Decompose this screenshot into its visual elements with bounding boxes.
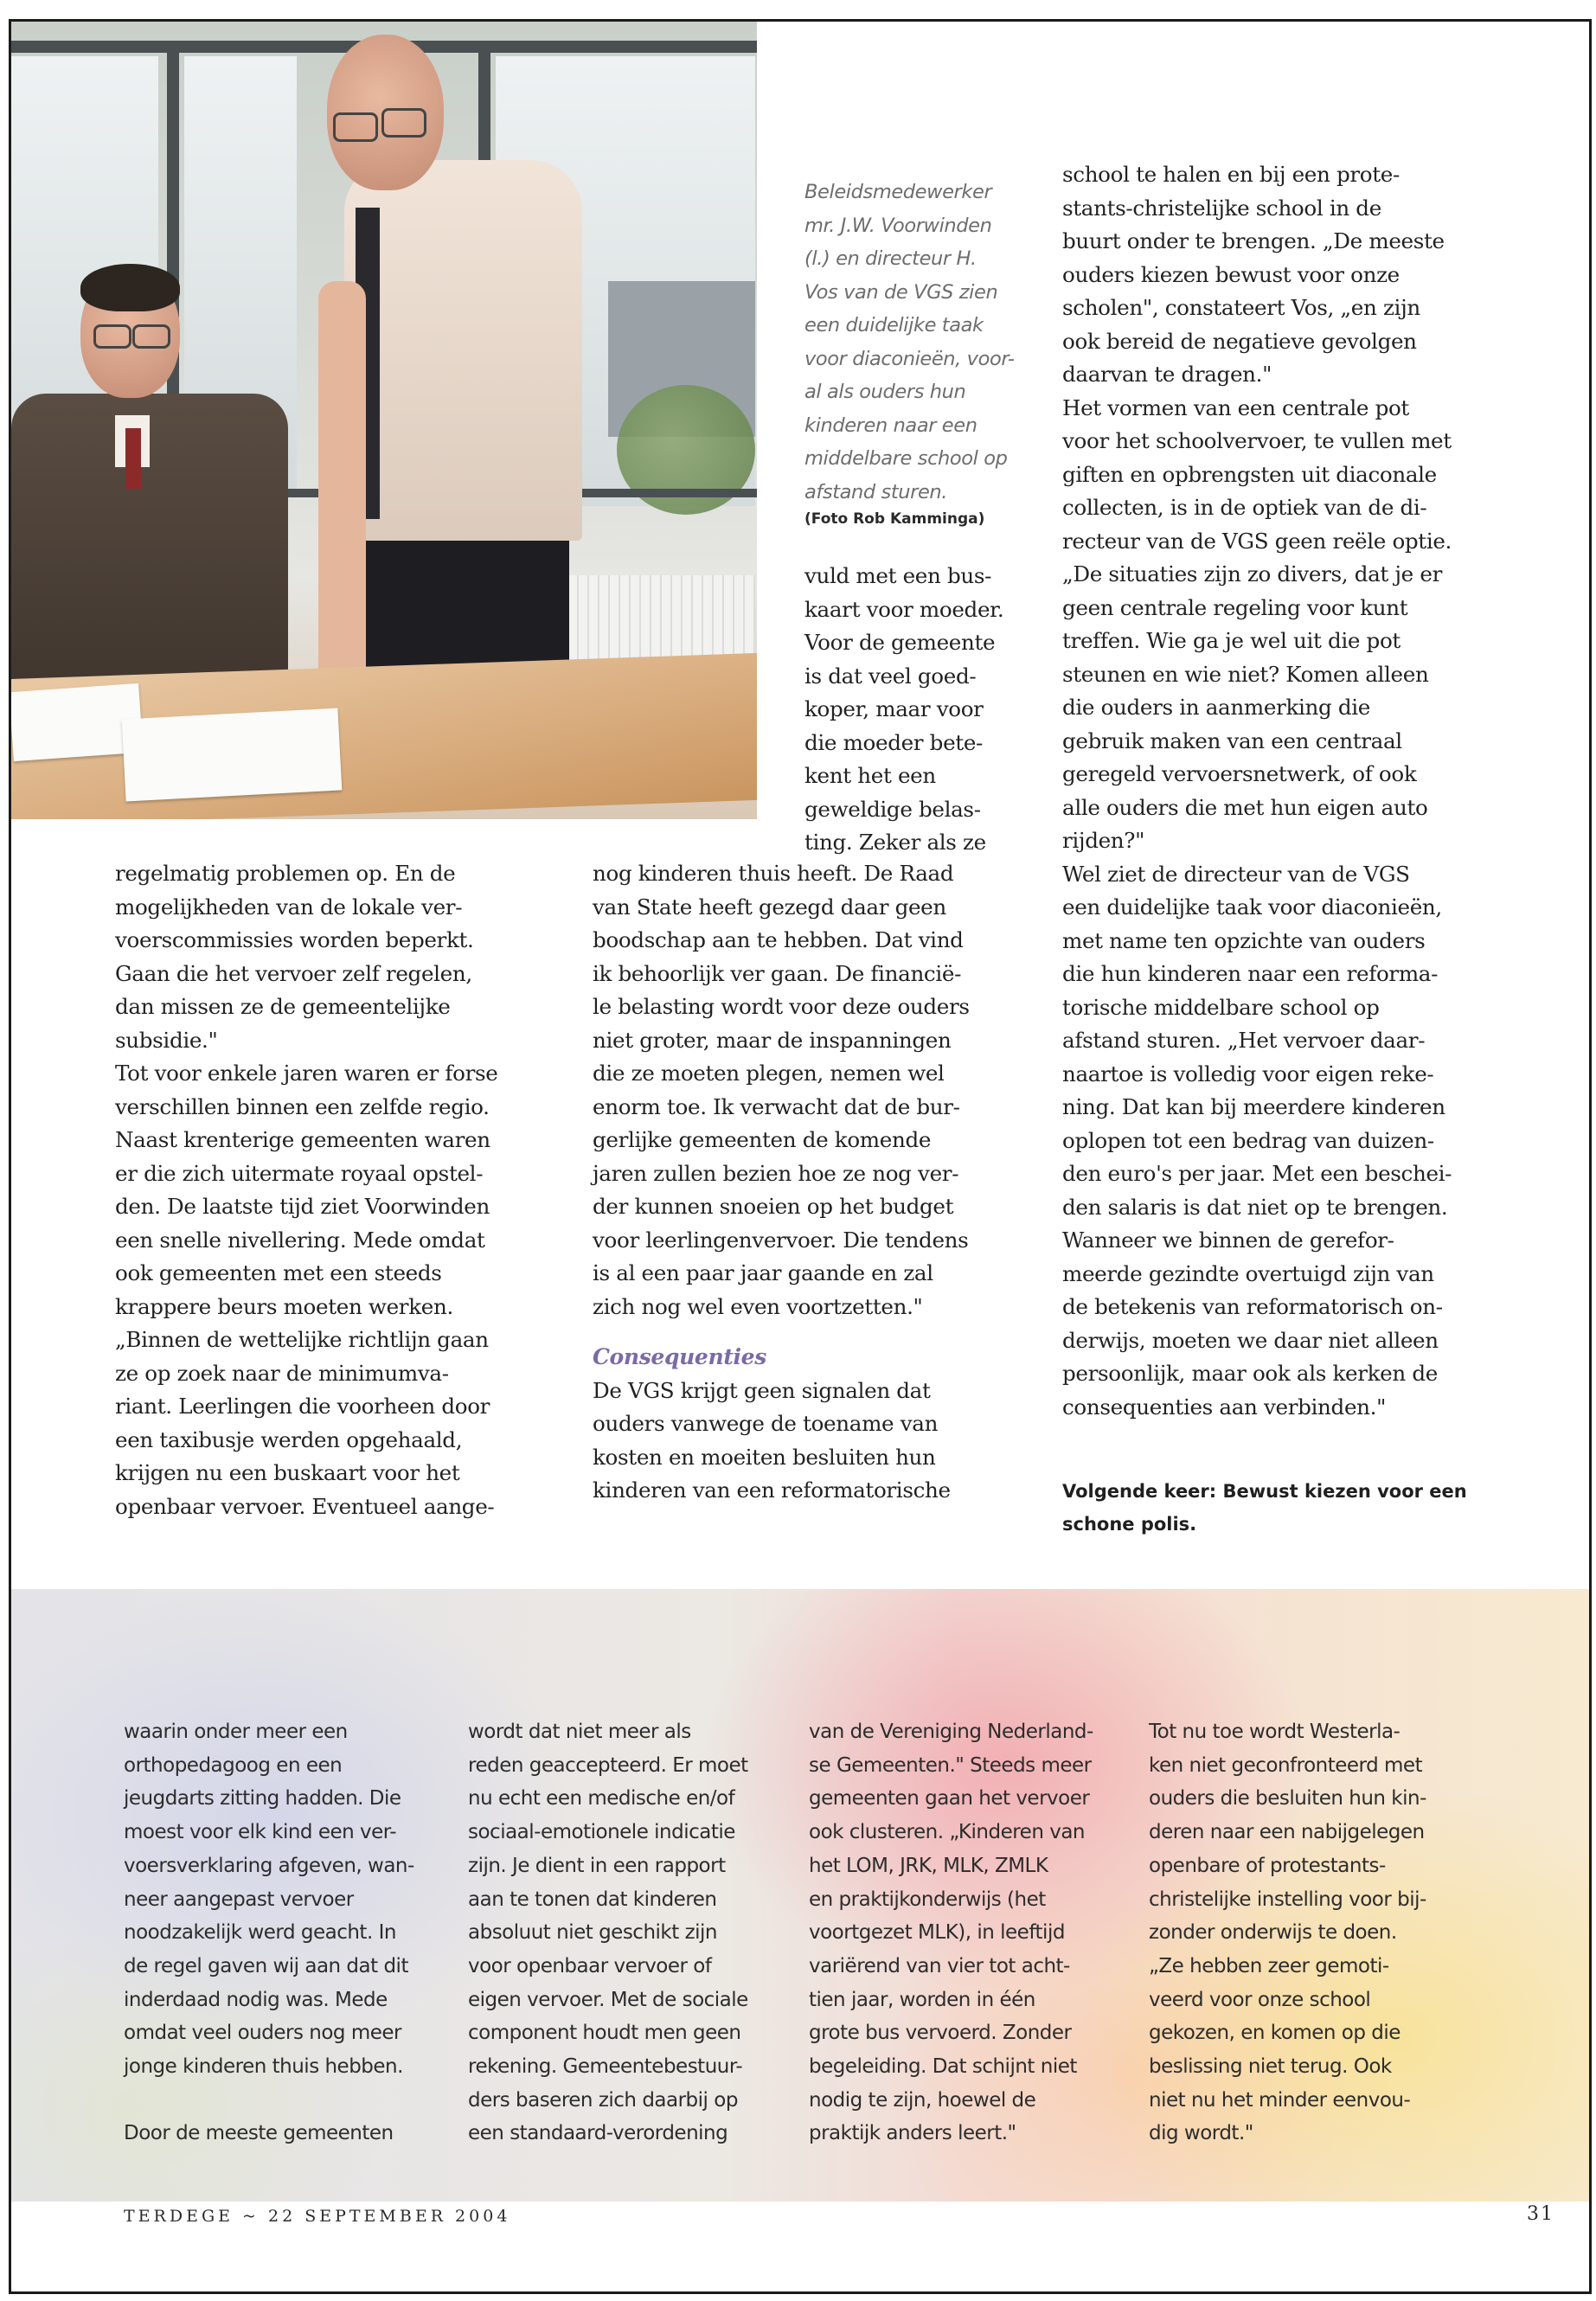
text-line: die hun kinderen naar een reforma- xyxy=(1062,961,1439,986)
text-line: „De situaties zijn zo divers, dat je er xyxy=(1062,561,1442,586)
text-line: praktijk anders leert." xyxy=(809,2122,1016,2145)
text-line: van de Vereniging Nederland- xyxy=(809,1721,1093,1743)
magazine-page xyxy=(9,19,1592,2294)
text-line: component houdt men geen xyxy=(468,2022,741,2045)
text-line: se Gemeenten." Steeds meer xyxy=(809,1753,1092,1777)
text-line: scholen", constateert Vos, „en zijn xyxy=(1062,295,1420,320)
text-line: die ouders in aanmerking die xyxy=(1062,695,1370,720)
text-line: een duidelijke taak voor diaconieën, xyxy=(1062,894,1442,920)
text-line: kosten en moeiten besluiten hun xyxy=(593,1444,936,1470)
text-line: inderdaad nodig was. Mede xyxy=(124,1988,388,2011)
text-line: Naast krenterige gemeenten waren xyxy=(115,1127,490,1152)
text-line: kent het een xyxy=(804,763,936,788)
text-line: begeleiding. Dat schijnt niet xyxy=(809,2055,1077,2079)
text-line: rekening. Gemeentebestuur- xyxy=(468,2055,743,2079)
text-line: ders baseren zich daarbij op xyxy=(468,2088,738,2112)
text-line: ouders kiezen bewust voor onze xyxy=(1062,261,1400,287)
text-line: dig wordt." xyxy=(1149,2122,1253,2145)
spacer xyxy=(124,2084,444,2118)
text-line: jonge kinderen thuis hebben. xyxy=(124,2055,403,2079)
text-line: Het vormen van een centrale pot xyxy=(1062,394,1409,420)
text-line: is al een paar jaar gaande en zal xyxy=(593,1260,933,1285)
text-line: de betekenis van reformatorisch on- xyxy=(1062,1294,1443,1319)
sidebar-band xyxy=(11,1589,1589,2202)
text-line: een snelle nivellering. Mede omdat xyxy=(115,1227,485,1253)
text-line: aan te tonen dat kinderen xyxy=(468,1888,717,1911)
text-line: consequenties aan verbinden." xyxy=(1062,1394,1387,1420)
text-line: Tot nu toe wordt Westerla- xyxy=(1149,1721,1401,1743)
text-line: „Ze hebben zeer gemoti- xyxy=(1149,1954,1389,1977)
caption-line: (l.) en directeur H. xyxy=(804,247,977,270)
text-line: jaren zullen bezien hoe ze nog ver- xyxy=(593,1160,959,1186)
text-line: ook bereid de negatieve gevolgen xyxy=(1062,328,1417,354)
footer-publication: TERDEGE ~ 22 SEPTEMBER 2004 xyxy=(124,2207,511,2226)
spacer xyxy=(593,1324,1034,1341)
text-line: neer aangepast vervoer xyxy=(124,1888,354,1911)
text-line: den salaris is dat niet op te brengen. xyxy=(1062,1194,1448,1220)
text-line: absoluut niet geschikt zijn xyxy=(468,1921,717,1945)
caption-line: een duidelijke taak xyxy=(804,314,984,336)
article-column-3 xyxy=(1062,158,1573,1424)
text-line: vuld met een bus- xyxy=(804,563,992,588)
text-line: subsidie." xyxy=(115,1027,218,1053)
text-line: tien jaar, worden in één xyxy=(809,1988,1035,2011)
caption-line: Vos van de VGS zien xyxy=(804,280,998,304)
text-line: orthopedagoog en een xyxy=(124,1753,343,1777)
text-line: deren naar een nabijgelegen xyxy=(1149,1821,1425,1844)
text-line: variërend van vier tot acht- xyxy=(809,1954,1070,1977)
text-line: derwijs, moeten we daar niet alleen xyxy=(1062,1327,1439,1353)
text-line: zijn. Je dient in een rapport xyxy=(468,1854,726,1877)
band-column-2 xyxy=(468,1715,788,2150)
text-line: geweldige belas- xyxy=(804,796,981,822)
text-line: der kunnen snoeien op het budget xyxy=(593,1194,954,1219)
text-line: van State heeft gezegd daar geen xyxy=(593,894,946,920)
text-line: zonder onderwijs te doen. xyxy=(1149,1921,1397,1945)
text-line: Gaan die het vervoer zelf regelen, xyxy=(115,960,472,986)
text-line: enorm toe. Ik verwacht dat de bur- xyxy=(593,1093,960,1119)
text-line: persoonlijk, maar ook als kerken de xyxy=(1062,1361,1438,1386)
caption-line: afstand sturen. xyxy=(804,480,948,503)
text-line: niet nu het minder eenvou- xyxy=(1149,2088,1411,2112)
text-line: veerd voor onze school xyxy=(1149,1988,1371,2011)
text-line: zich nog wel even voortzetten." xyxy=(593,1293,923,1319)
article-column-2 xyxy=(593,857,1034,1508)
text-line: noodzakelijk werd geacht. In xyxy=(124,1921,396,1945)
text-line: De VGS krijgt geen signalen dat xyxy=(593,1377,931,1403)
text-line: wordt dat niet meer als xyxy=(468,1721,691,1743)
photo-two-men-at-desk xyxy=(11,22,757,819)
text-line: ouders die besluiten hun kin- xyxy=(1149,1787,1426,1811)
text-line: voortgezet MLK), in leeftijd xyxy=(809,1921,1065,1945)
text-line: koper, maar voor xyxy=(804,696,984,721)
caption-line: middelbare school op xyxy=(804,447,1008,470)
text-line: Door de meeste gemeenten xyxy=(124,2122,394,2145)
text-line: schone polis. xyxy=(1062,1514,1197,1535)
text-line: mogelijkheden van de lokale ver- xyxy=(115,894,463,920)
band-column-3 xyxy=(809,1715,1129,2150)
text-line: grote bus vervoerd. Zonder xyxy=(809,2022,1072,2045)
text-line: Tot voor enkele jaren waren er forse xyxy=(115,1061,498,1086)
text-line: den. De laatste tijd ziet Voorwinden xyxy=(115,1194,490,1219)
text-line: school te halen en bij een prote- xyxy=(1062,162,1400,187)
text-line: Voor de gemeente xyxy=(804,630,996,655)
text-line: kinderen van een reformatorische xyxy=(593,1477,951,1503)
text-line: le belasting wordt voor deze ouders xyxy=(593,994,970,1019)
band-column-4 xyxy=(1149,1715,1469,2150)
text-line: Wel ziet de directeur van de VGS xyxy=(1062,861,1410,887)
page-number: 31 xyxy=(1527,2203,1554,2225)
text-line: krappere beurs moeten werken. xyxy=(115,1293,453,1319)
text-line: recteur van de VGS geen reële optie. xyxy=(1062,528,1452,554)
text-line: „Binnen de wettelijke richtlijn gaan xyxy=(115,1327,489,1352)
text-line: ook clusteren. „Kinderen van xyxy=(809,1821,1086,1844)
text-line: nog kinderen thuis heeft. De Raad xyxy=(593,861,954,886)
text-line: treffen. Wie ga je wel uit die pot xyxy=(1062,628,1401,653)
text-line: ken niet geconfronteerd met xyxy=(1149,1753,1423,1777)
text-line: daarvan te dragen." xyxy=(1062,362,1272,387)
text-line: reden geaccepteerd. Er moet xyxy=(468,1753,748,1777)
band-column-1 xyxy=(124,1715,444,2150)
text-line: voor het schoolvervoer, te vullen met xyxy=(1062,428,1452,453)
text-line: gekozen, en komen op die xyxy=(1149,2022,1401,2045)
text-line: christelijke instelling voor bij- xyxy=(1149,1888,1426,1911)
text-line: ting. Zeker als ze xyxy=(804,830,986,855)
text-line: giften en opbrengsten uit diaconale xyxy=(1062,461,1437,487)
text-line: nodig te zijn, hoewel de xyxy=(809,2088,1036,2112)
text-line: alle ouders die met hun eigen auto xyxy=(1062,794,1428,820)
next-issue-note xyxy=(1062,1475,1573,1541)
text-line: er die zich uitermate royaal opstel- xyxy=(115,1160,484,1186)
text-line: gerlijke gemeenten de komende xyxy=(593,1127,932,1152)
text-line: nu echt een medische en/of xyxy=(468,1787,735,1811)
section-heading: Consequenties xyxy=(593,1344,766,1369)
text-line: naartoe is volledig voor eigen reke- xyxy=(1062,1061,1434,1086)
caption-line: voor diaconieën, voor- xyxy=(804,347,1015,370)
text-line: jeugdarts zitting hadden. Die xyxy=(124,1787,401,1811)
text-line: omdat veel ouders nog meer xyxy=(124,2022,401,2045)
text-line: collecten, is in de optiek van de di- xyxy=(1062,495,1427,520)
caption-line: kinderen naar een xyxy=(804,413,977,437)
text-line: waarin onder meer een xyxy=(124,1721,348,1743)
text-line: Wanneer we binnen de gerefor- xyxy=(1062,1227,1394,1253)
text-line: die moeder bete- xyxy=(804,729,983,755)
text-line: kaart voor moeder. xyxy=(804,596,1004,622)
text-line: openbaar vervoer. Eventueel aange- xyxy=(115,1493,495,1519)
text-line: stants-christelijke school in de xyxy=(1062,195,1381,221)
text-line: den euro's per jaar. Met een beschei- xyxy=(1062,1161,1452,1186)
text-line: het LOM, JRK, MLK, ZMLK xyxy=(809,1854,1048,1877)
caption-line: mr. J.W. Voorwinden xyxy=(804,214,992,237)
text-line: met name ten opzichte van ouders xyxy=(1062,927,1426,953)
text-line: meerde gezindte overtuigd zijn van xyxy=(1062,1260,1434,1286)
text-line: rijden?" xyxy=(1062,828,1145,853)
text-line: ze op zoek naar de minimumva- xyxy=(115,1360,449,1386)
text-line: sociaal-emotionele indicatie xyxy=(468,1821,735,1844)
text-line: niet groter, maar de inspanningen xyxy=(593,1027,952,1053)
text-line: voerscommissies worden beperkt. xyxy=(115,927,474,952)
text-line: boodschap aan te hebben. Dat vind xyxy=(593,927,964,952)
text-line: en praktijkonderwijs (het xyxy=(809,1888,1046,1911)
text-line: voor openbaar vervoer of xyxy=(468,1954,712,1977)
text-line: een standaard-verordening xyxy=(468,2122,728,2145)
text-line: ouders vanwege de toename van xyxy=(593,1411,939,1436)
text-line: verschillen binnen een zelfde regio. xyxy=(115,1093,490,1119)
text-line: openbare of protestants- xyxy=(1149,1854,1386,1877)
text-line: de regel gaven wij aan dat dit xyxy=(124,1954,408,1977)
text-line: een taxibusje werden opgehaald, xyxy=(115,1426,463,1452)
text-line: die ze moeten plegen, nemen wel xyxy=(593,1061,945,1086)
article-column-2-top xyxy=(804,560,1038,860)
article-column-1 xyxy=(115,857,565,1523)
text-line: Volgende keer: Bewust kiezen voor een xyxy=(1062,1481,1467,1502)
text-line: torische middelbare school op xyxy=(1062,994,1380,1020)
text-line: regelmatig problemen op. En de xyxy=(115,861,456,886)
caption-line: al als ouders hun xyxy=(804,381,966,403)
text-line: voersverklaring afgeven, wan- xyxy=(124,1854,414,1877)
photo-caption xyxy=(804,176,1042,509)
text-line: gebruik maken van een centraal xyxy=(1062,727,1402,753)
text-line: buurt onder te brengen. „De meeste xyxy=(1062,228,1445,253)
caption-line: Beleidsmedewerker xyxy=(804,181,992,203)
text-line: riant. Leerlingen die voorheen door xyxy=(115,1394,490,1419)
text-line: geen centrale regeling voor kunt xyxy=(1062,594,1408,620)
text-line: ning. Dat kan bij meerdere kinderen xyxy=(1062,1094,1445,1119)
text-line: afstand sturen. „Het vervoer daar- xyxy=(1062,1028,1426,1053)
text-line: moest voor elk kind een ver- xyxy=(124,1821,397,1844)
text-line: steunen en wie niet? Komen alleen xyxy=(1062,661,1429,687)
text-line: ik behoorlijk ver gaan. De financië- xyxy=(593,960,962,986)
photo-credit: (Foto Rob Kamminga) xyxy=(804,510,985,528)
text-line: ook gemeenten met een steeds xyxy=(115,1260,442,1285)
text-line: dan missen ze de gemeentelijke xyxy=(115,994,451,1019)
text-line: beslissing niet terug. Ook xyxy=(1149,2055,1392,2079)
text-line: gemeenten gaan het vervoer xyxy=(809,1787,1090,1811)
text-line: oplopen tot een bedrag van duizen- xyxy=(1062,1127,1434,1153)
text-line: eigen vervoer. Met de sociale xyxy=(468,1988,748,2011)
text-line: krijgen nu een buskaart voor het xyxy=(115,1460,460,1485)
text-line: geregeld vervoersnetwerk, of ook xyxy=(1062,761,1417,786)
text-line: voor leerlingenvervoer. Die tendens xyxy=(593,1227,969,1253)
text-line: is dat veel goed- xyxy=(804,663,977,689)
